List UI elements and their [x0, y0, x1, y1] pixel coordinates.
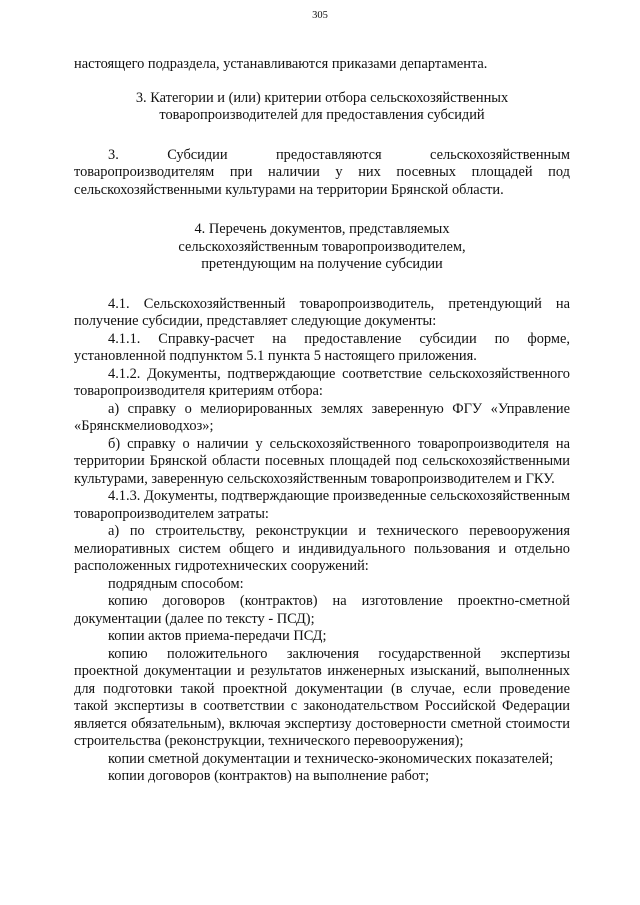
heading-line: 3. Категории и (или) критерии отбора сельскохозяйственных — [135, 89, 509, 106]
heading-line: 4. Перечень документов, представляемых — [194, 221, 450, 237]
paragraph-4-1-3: 4.1.3. Документы, подтверждающие произведенные сельскохозяйственным товаропроизводителем затраты: — [74, 488, 570, 522]
paragraph-estimates: копии сметной документации и техническо-экономических показателей; — [108, 750, 554, 767]
heading-line: товаропроизводителей для предоставления субсидий — [159, 107, 485, 123]
paragraph-expertise: копию положительного заключения государственной экспертизы проектной документации и результатов инженерных изысканий, выполненных для подготовки такой проектной документации (в случае, если проведение такой экспертизы в соответствии с законодательством Российской Федерации является обязательным), включая экспертизу достоверности сметной стоимости строительства (реконструкции, технического перевооружения); — [74, 645, 570, 749]
section-4-heading — [74, 221, 570, 274]
paragraph-continuation: настоящего подраздела, устанавливаются приказами департамента. — [74, 56, 488, 72]
page-number: 305 — [312, 10, 328, 21]
paragraph-item-a: а) справку о мелиорированных землях заверенную ФГУ «Управление «Брянскмелиоводхоз»; — [74, 400, 570, 434]
paragraph-4-1-2: 4.1.2. Документы, подтверждающие соответствие сельскохозяйственного товаропроизводителя критериям отбора: — [74, 365, 570, 399]
paragraph-4-1: 4.1. Сельскохозяйственный товаропроизводитель, претендующий на получение субсидии, представляет следующие документы: — [74, 295, 570, 329]
paragraph-contract-method: подрядным способом: — [108, 575, 244, 592]
heading-line: претендующим на получение субсидии — [201, 256, 443, 272]
paragraph-psd-contracts: копию договоров (контрактов) на изготовление проектно-сметной документации (далее по тексту - ПСД); — [74, 593, 570, 627]
section-3-heading — [74, 90, 570, 125]
paragraph-3: 3. Субсидии предоставляются сельскохозяйственным товаропроизводителям при наличии у них посевных площадей под сельскохозяйственными культурами на территории Брянской области. — [74, 146, 570, 198]
paragraph-item-a-construction: а) по строительству, реконструкции и технического перевооружения мелиоративных систем общего и индивидуального пользования и отдельно расположенных гидротехнических сооружений: — [74, 523, 570, 574]
paragraph-4-1-1: 4.1.1. Справку-расчет на предоставление субсидии по форме, установленной подпунктом 5.1 пункта 5 настоящего приложения. — [74, 330, 570, 364]
paragraph-psd-acts: копии актов приема-передачи ПСД; — [108, 628, 327, 644]
document-body — [74, 56, 570, 786]
paragraph-item-b: б) справку о наличии у сельскохозяйственного товаропроизводителя на территории Брянской области посевных площадей под сельскохозяйственными культурами, заверенную сельскохозяйственным товаропроизводителем и ГКУ. — [74, 435, 570, 487]
heading-line: сельскохозяйственным товаропроизводителем, — [178, 238, 466, 255]
paragraph-work-contracts: копии договоров (контрактов) на выполнение работ; — [108, 768, 430, 784]
